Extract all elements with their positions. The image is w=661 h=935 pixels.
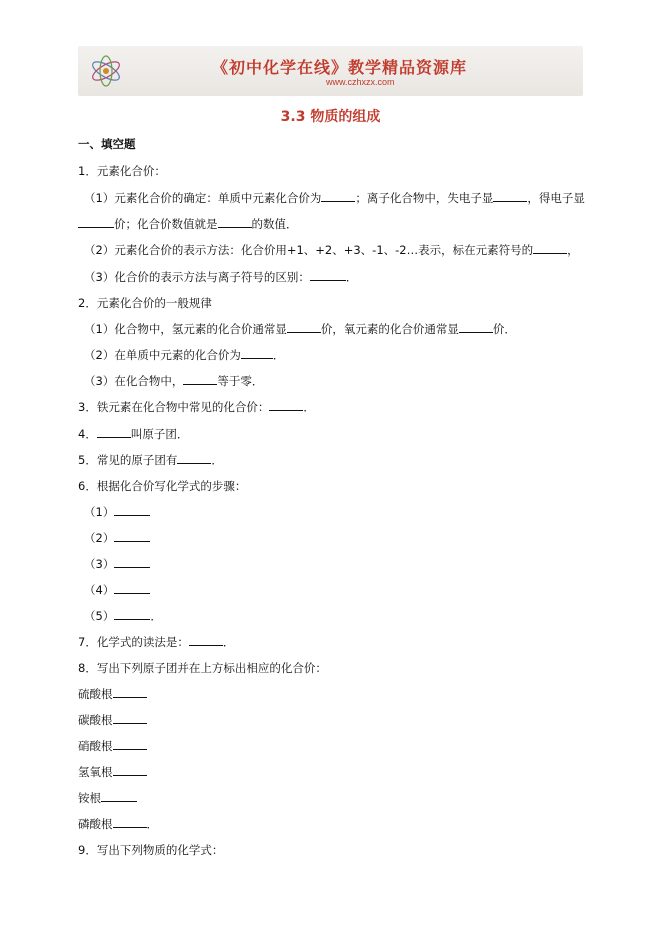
fill-blank[interactable]	[459, 321, 493, 333]
fill-blank[interactable]	[78, 216, 114, 228]
fill-blank[interactable]	[114, 530, 150, 542]
question-1-2: （2）元素化合价的表示方法：化合价用+1、+2、+3、-1、-2…表示，标在元素符号的 ，	[84, 243, 579, 257]
banner-url: www.czhxzx.com	[326, 77, 395, 87]
question-6-4: （4）	[84, 582, 150, 598]
question-2-2: （2）在单质中元素的化合价为 ．	[84, 348, 285, 362]
question-6-3: （3）	[84, 556, 150, 572]
question-2: 2．元素化合价的一般规律	[78, 296, 212, 310]
fill-blank[interactable]	[114, 556, 150, 568]
fill-blank[interactable]	[183, 373, 217, 385]
page-title: 3.3 物质的组成	[280, 109, 381, 125]
question-8-item: 硫酸根	[78, 686, 147, 702]
question-5: 5．常见的原子团有 ．	[78, 453, 223, 467]
fill-blank[interactable]	[114, 504, 150, 516]
question-6: 6．根据化合价写化学式的步骤：	[78, 479, 247, 493]
fill-blank[interactable]	[114, 582, 150, 594]
header-banner	[78, 46, 583, 96]
question-8-item: 硝酸根	[78, 738, 147, 754]
fill-blank[interactable]	[287, 321, 321, 333]
question-2-1: （1）化合物中，氢元素的化合价通常显 价，氧元素的化合价通常显 价．	[84, 322, 516, 336]
question-2-3: （3）在化合物中， 等于零．	[84, 374, 264, 388]
question-6-5: （5） ．	[84, 609, 162, 623]
fill-blank[interactable]	[113, 738, 147, 750]
question-8-item: 氢氧根	[78, 764, 147, 780]
fill-blank[interactable]	[113, 816, 147, 828]
fill-blank[interactable]	[310, 269, 346, 281]
question-6-2: （2）	[84, 530, 150, 546]
question-8-item: 铵根	[78, 790, 137, 806]
question-6-1: （1）	[84, 504, 150, 520]
fill-blank[interactable]	[493, 190, 527, 202]
question-9: 9．写出下列物质的化学式：	[78, 843, 224, 857]
section-heading: 一、填空题	[78, 137, 136, 151]
question-4: 4． 叫原子团．	[78, 427, 189, 441]
fill-blank[interactable]	[113, 712, 147, 724]
fill-blank[interactable]	[177, 452, 211, 464]
question-1-3: （3）化合价的表示方法与离子符号的区别： ．	[84, 270, 358, 284]
atom-logo-icon	[86, 52, 126, 90]
question-8: 8．写出下列原子团并在上方标出相应的化合价：	[78, 661, 327, 675]
question-7: 7．化学式的读法是： ．	[78, 635, 235, 649]
question-1-1: （1）元素化合价的确定：单质中元素化合价为 ；离子化合物中，失电子显 ，得电子显	[84, 191, 585, 205]
question-1-1-cont: 价；化合价数值就是 的数值．	[78, 216, 298, 232]
fill-blank[interactable]	[114, 608, 150, 620]
fill-blank[interactable]	[113, 686, 147, 698]
fill-blank[interactable]	[533, 242, 567, 254]
fill-blank[interactable]	[97, 426, 131, 438]
fill-blank[interactable]	[101, 790, 137, 802]
question-3: 3．铁元素在化合物中常见的化合价： ．	[78, 400, 315, 414]
banner-title: 《初中化学在线》教学精品资源库	[212, 58, 468, 77]
fill-blank[interactable]	[321, 190, 355, 202]
question-8-item: 磷酸根 ．	[78, 817, 158, 831]
fill-blank[interactable]	[113, 764, 147, 776]
question-8-item: 碳酸根	[78, 712, 147, 728]
fill-blank[interactable]	[218, 216, 252, 228]
fill-blank[interactable]	[241, 347, 273, 359]
question-1: 1．元素化合价：	[78, 164, 166, 178]
fill-blank[interactable]	[269, 399, 303, 411]
fill-blank[interactable]	[189, 634, 223, 646]
